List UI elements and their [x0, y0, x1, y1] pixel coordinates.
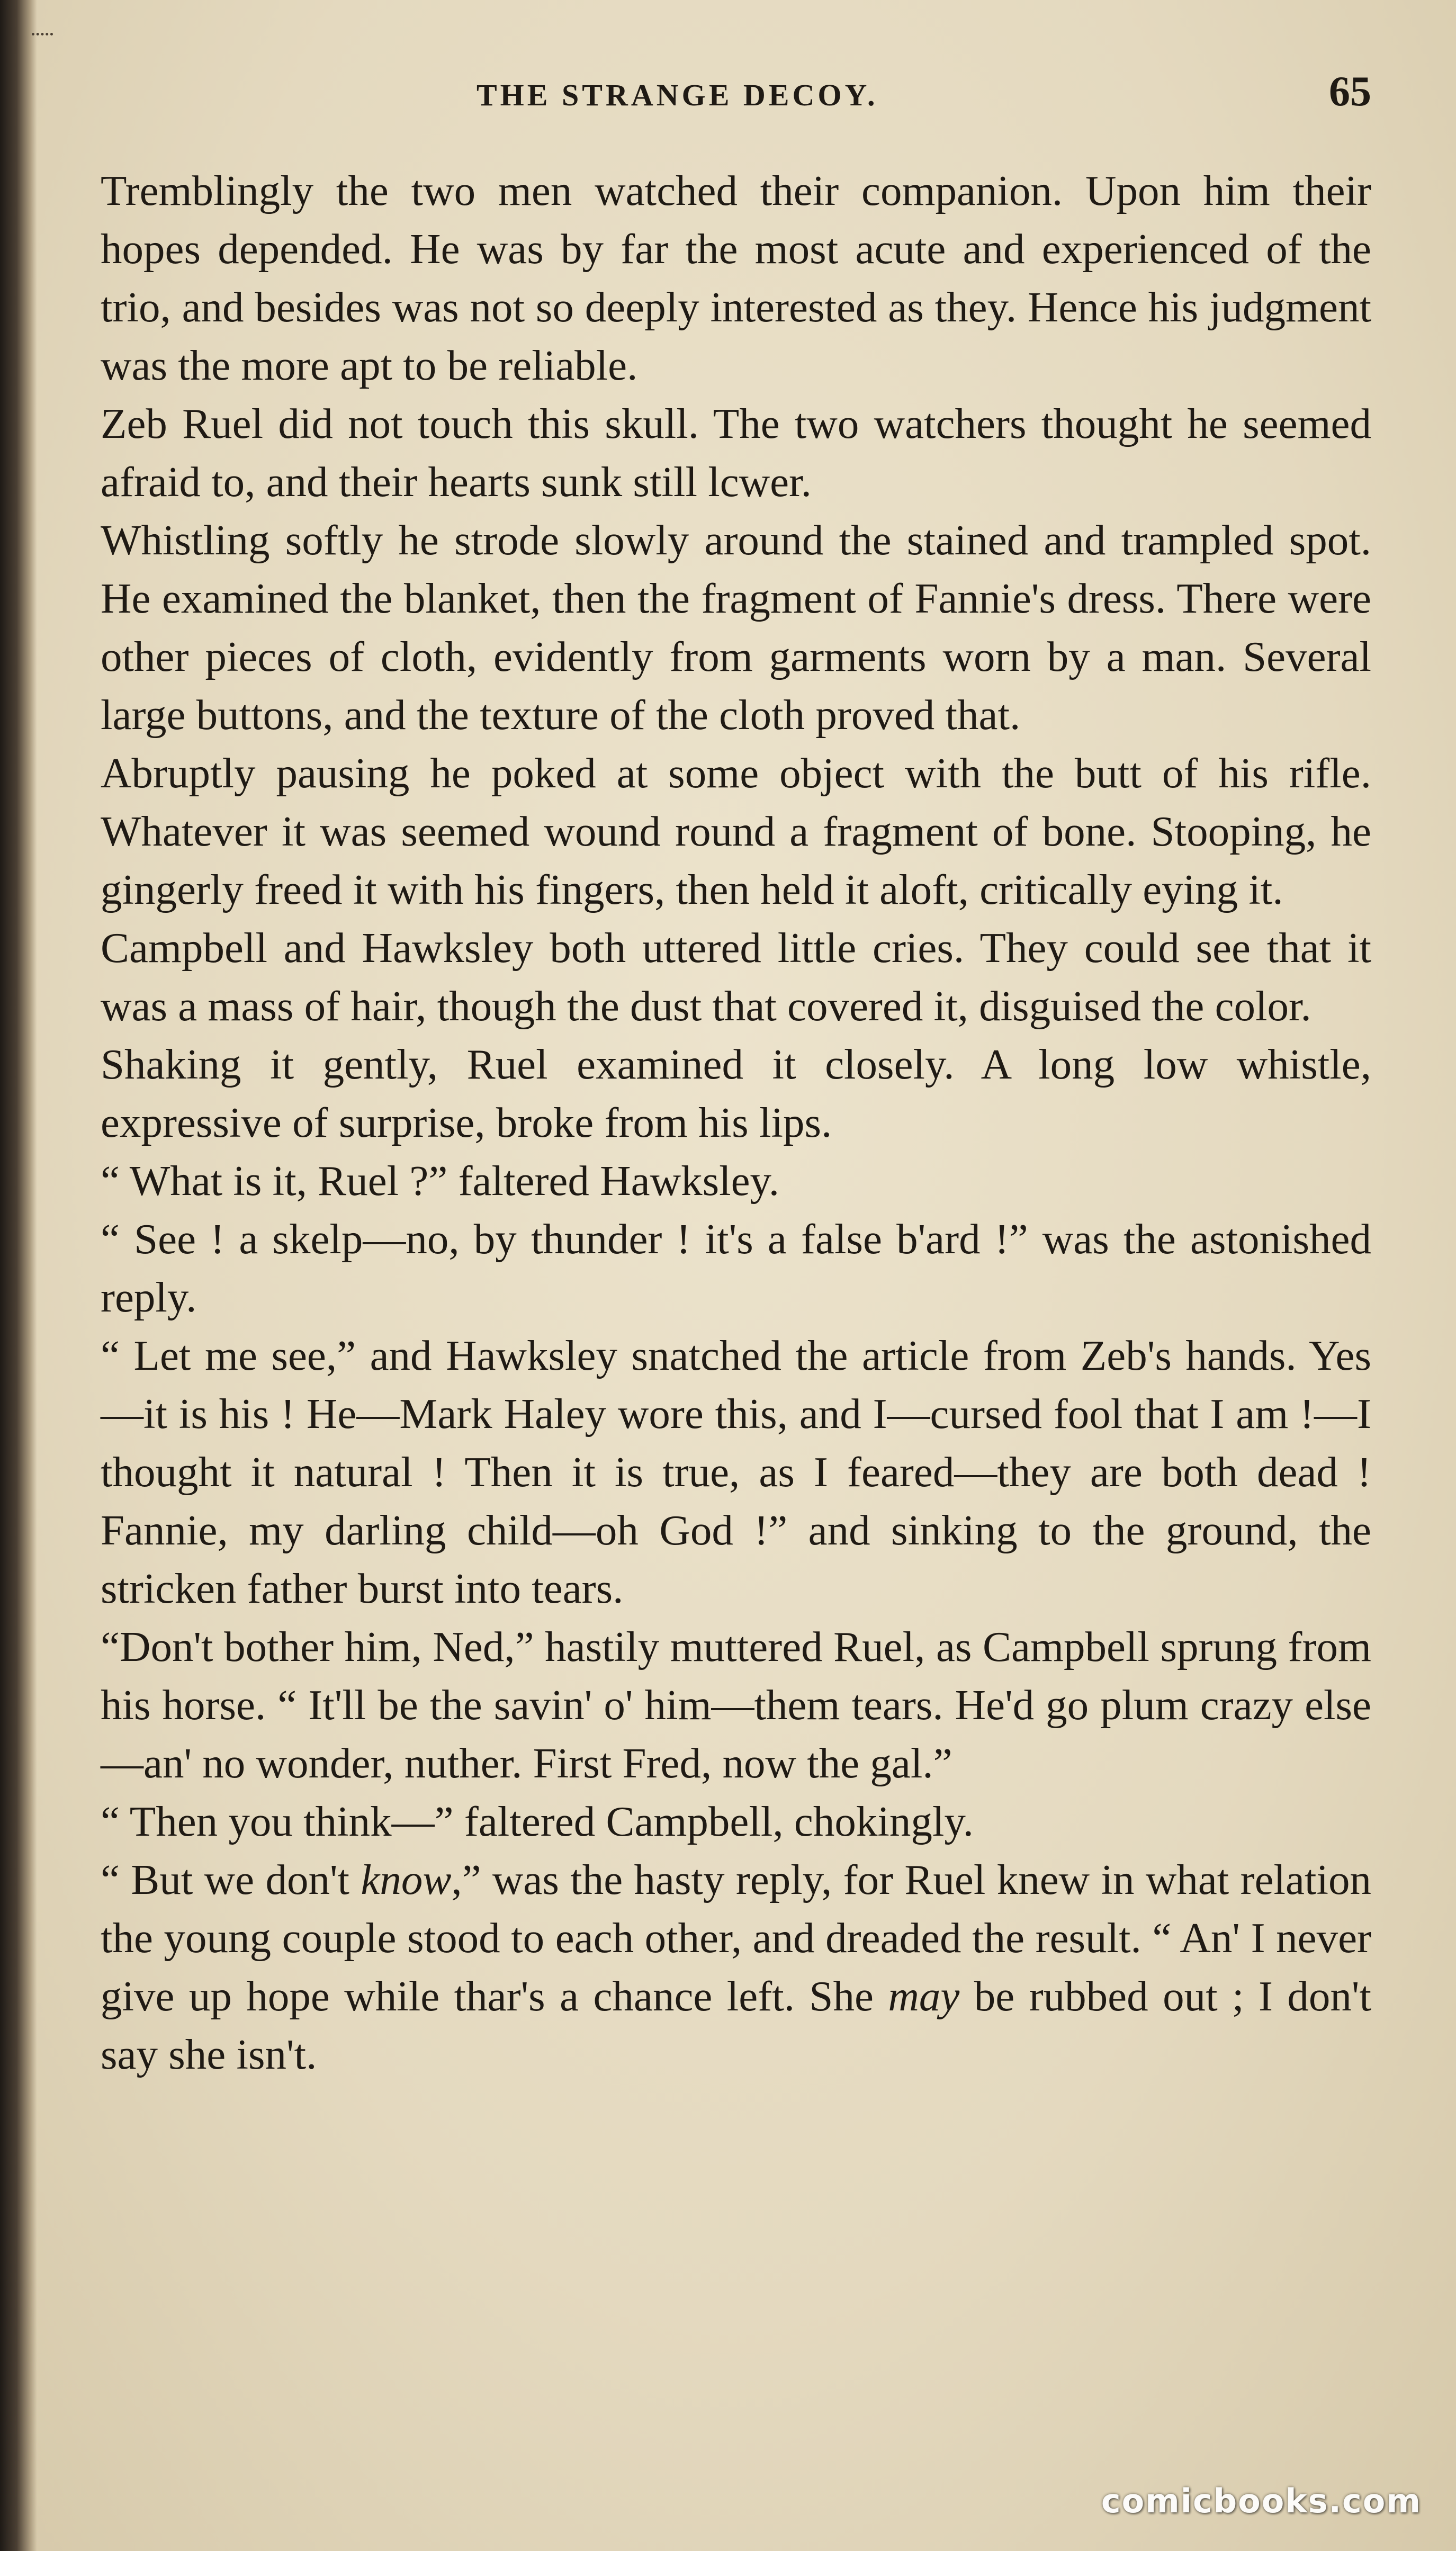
text-run: “ But we don't [101, 1856, 361, 1903]
page-number: 65 [1329, 68, 1371, 115]
paragraph: Abruptly pausing he poked at some object with the butt of his rifle. Whatever it was seemed wound round a fragment of bone. Stooping, he gingerly freed it with his fingers, then held it aloft, critically eying it. [101, 749, 1371, 913]
paragraph: Tremblingly the two men watched their companion. Upon him their hopes depended. He was by far the most acute and experienced of the trio, and besides was not so deeply interested as they. Hence his judgment was the more apt to be reliable. [101, 167, 1371, 389]
chapter-title: THE STRANGE DECOY. [477, 78, 878, 112]
paragraph: “ What is it, Ruel ?” faltered Hawksley. [101, 1157, 780, 1205]
paragraph: “ See ! a skelp—no, by thunder ! it's a false b'ard !” was the astonished reply. [101, 1215, 1371, 1321]
running-header [101, 68, 1371, 126]
emphasis-know: know [361, 1856, 452, 1903]
paragraph: “ Then you think—” faltered Campbell, chokingly. [101, 1798, 974, 1845]
paragraph: Whistling softly he strode slowly around the stained and trampled spot. He examined the blanket, then the fragment of Fannie's dress. There were other pieces of cloth, evidently from garments worn by a man. Several large buttons, and the texture of the cloth proved that. [101, 516, 1371, 739]
paragraph-last [101, 1851, 1371, 2083]
page-binding-edge [0, 0, 37, 2551]
corner-mark [32, 33, 53, 39]
emphasis-may: may [888, 1972, 960, 2020]
paragraph: Shaking it gently, Ruel examined it closely. A long low whistle, expressive of surprise, broke from his lips. [101, 1040, 1371, 1146]
text-run: ,” was the hasty reply, for Ruel knew in what relation the young couple stood to each other, and dreaded the result. “ An' I never give up hope while thar's a chance left. She [101, 1856, 1372, 2020]
paragraph: Campbell and Hawksley both uttered little cries. They could see that it was a mass of hair, though the dust that covered it, disguised the color. [101, 924, 1371, 1030]
paragraph: Zeb Ruel did not touch this skull. The two watchers thought he seemed afraid to, and their hearts sunk still lcwer. [101, 400, 1371, 506]
paragraph: “Don't bother him, Ned,” hastily muttered Ruel, as Campbell sprung from his horse. “ It'll be the savin' o' him—them tears. He'd go plum crazy else—an' no wonder, nuther. First Fred, now the gal.” [101, 1623, 1371, 1787]
watermark: comicbooks.com [1101, 2482, 1422, 2520]
body-text [101, 161, 1371, 2083]
paragraph: “ Let me see,” and Hawksley snatched the article from Zeb's hands. Yes—it is his ! He—Mark Haley wore this, and I—cursed fool that I am !—I thought it natural ! Then it is true, as I feared—they are both dead ! Fannie, my darling child—oh God !” and sinking to the ground, the stricken father burst into tears. [101, 1332, 1371, 1612]
text-run: be rubbed out ; I don't say she isn't. [101, 1972, 1371, 2078]
